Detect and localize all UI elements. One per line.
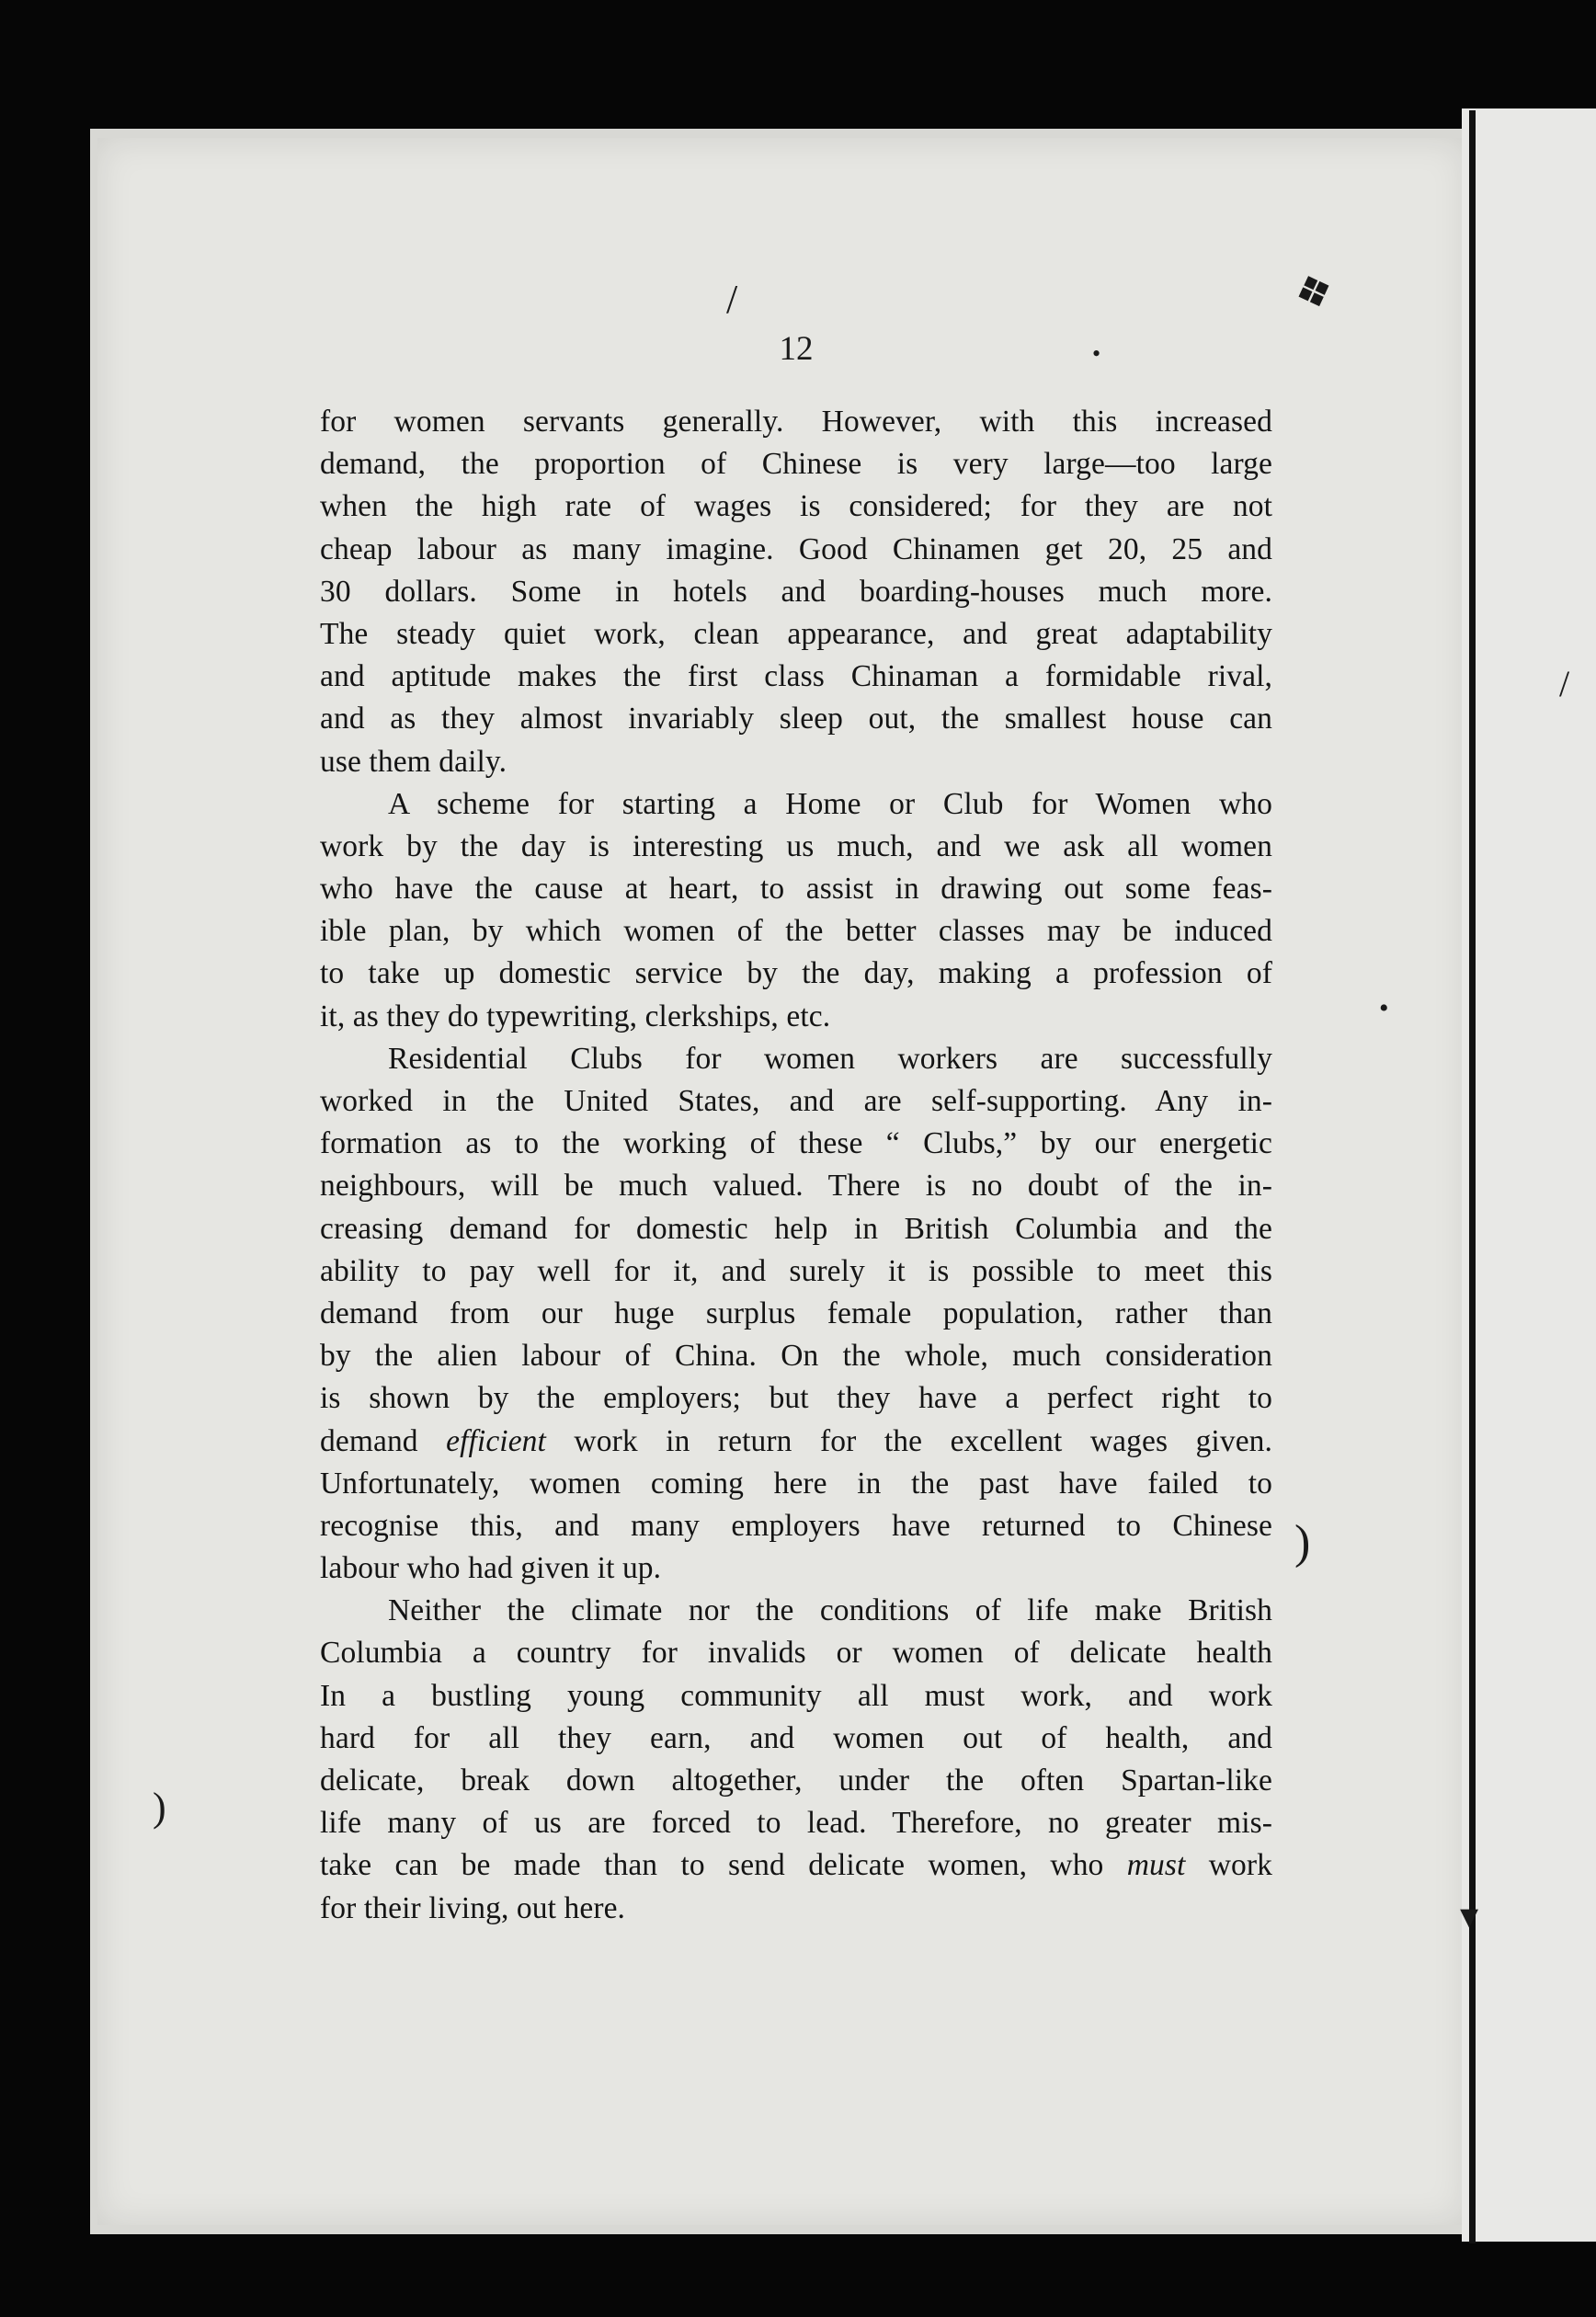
text-line: it, as they do typewriting, clerkships, etc. (320, 999, 831, 1033)
text-line: creasing demand for domestic help in British Columbia and the (320, 1211, 1272, 1246)
scan-speck: • (1379, 993, 1389, 1023)
text-line: Residential Clubs for women workers are successfully (388, 1041, 1272, 1076)
italic-emphasis: must (1126, 1848, 1186, 1883)
text-line: use them daily. (320, 744, 507, 779)
text-line: demand, the proportion of Chinese is very large—too large (320, 447, 1272, 482)
scan-speck: ) (1294, 1516, 1311, 1569)
text-line: and as they almost invariably sleep out, the smallest house can (320, 702, 1272, 736)
text-line: for their living, out here. (320, 1890, 626, 1925)
scan-speck: / (726, 277, 738, 322)
text-segment: demand (320, 1423, 447, 1458)
text-line: when the high rate of wages is considered; for they are not (320, 489, 1272, 524)
text-line: is shown by the employers; but they have a perfect right to (320, 1381, 1272, 1416)
text-line: ible plan, by which women of the better classes may be induced (320, 914, 1272, 949)
text-line: to take up domestic service by the day, making a profession of (320, 956, 1272, 991)
text-line: formation as to the working of these “ Clubs,” by our energetic (320, 1126, 1272, 1161)
text-segment: work (1185, 1848, 1273, 1883)
text-line: demand from our huge surplus female population, rather than (320, 1295, 1272, 1330)
text-line (320, 1844, 1272, 1887)
text-line: for women servants generally. However, with this increased (320, 405, 1272, 439)
text-line: cheap labour as many imagine. Good Chinamen get 20, 25 and (320, 531, 1272, 566)
text-line: recognise this, and many employers have returned to Chinese (320, 1508, 1272, 1543)
text-line (320, 1421, 1272, 1463)
scan-speck: ❖ (1287, 263, 1341, 323)
text-line: who have the cause at heart, to assist in drawing out some feas- (320, 872, 1272, 907)
text-line: work by the day is interesting us much, and we ask all women (320, 828, 1272, 863)
text-line: 30 dollars. Some in hotels and boarding-houses much more. (320, 574, 1272, 609)
paragraph (320, 1038, 1272, 1590)
text-line: The steady quiet work, clean appearance, and great adaptability (320, 616, 1272, 651)
scan-speck: ) (153, 1785, 166, 1830)
text-line: In a bustling young community all must work, and work (320, 1678, 1272, 1713)
text-line: Neither the climate nor the conditions of life make British (388, 1593, 1272, 1628)
text-line: labour who had given it up. (320, 1551, 662, 1586)
text-line: by the alien labour of China. On the whole, much consideration (320, 1339, 1272, 1374)
adjacent-page-edge (1462, 108, 1596, 2242)
text-line: Unfortunately, women coming here in the past have failed to (320, 1466, 1272, 1501)
scan-speck: • (1092, 340, 1101, 367)
text-line: and aptitude makes the first class Chinaman a formidable rival, (320, 659, 1272, 694)
paragraph (320, 1590, 1272, 1930)
text-segment: work in return for the excellent wages given. (545, 1423, 1272, 1458)
text-line: Columbia a country for invalids or women of delicate health (320, 1636, 1272, 1671)
body-text (320, 401, 1272, 1930)
text-line: ability to pay well for it, and surely it is possible to meet this (320, 1253, 1272, 1288)
text-segment: take can be made than to send delicate women, who (320, 1848, 1127, 1883)
text-line: A scheme for starting a Home or Club for Women who (388, 786, 1272, 821)
scan-speck: / (1559, 663, 1570, 704)
page-number: 12 (779, 330, 814, 368)
text-line: life many of us are forced to lead. Therefore, no greater mis- (320, 1806, 1272, 1841)
paragraph (320, 401, 1272, 783)
text-line: hard for all they earn, and women out of health, and (320, 1720, 1272, 1755)
italic-emphasis: efficient (446, 1423, 546, 1458)
text-line: neighbours, will be much valued. There is no doubt of the in- (320, 1169, 1272, 1204)
scan-speck: ▾ (1460, 1895, 1479, 1936)
paragraph (320, 783, 1272, 1038)
text-line: delicate, break down altogether, under the often Spartan-like (320, 1763, 1272, 1798)
text-line: worked in the United States, and are self-supporting. Any in- (320, 1084, 1272, 1118)
